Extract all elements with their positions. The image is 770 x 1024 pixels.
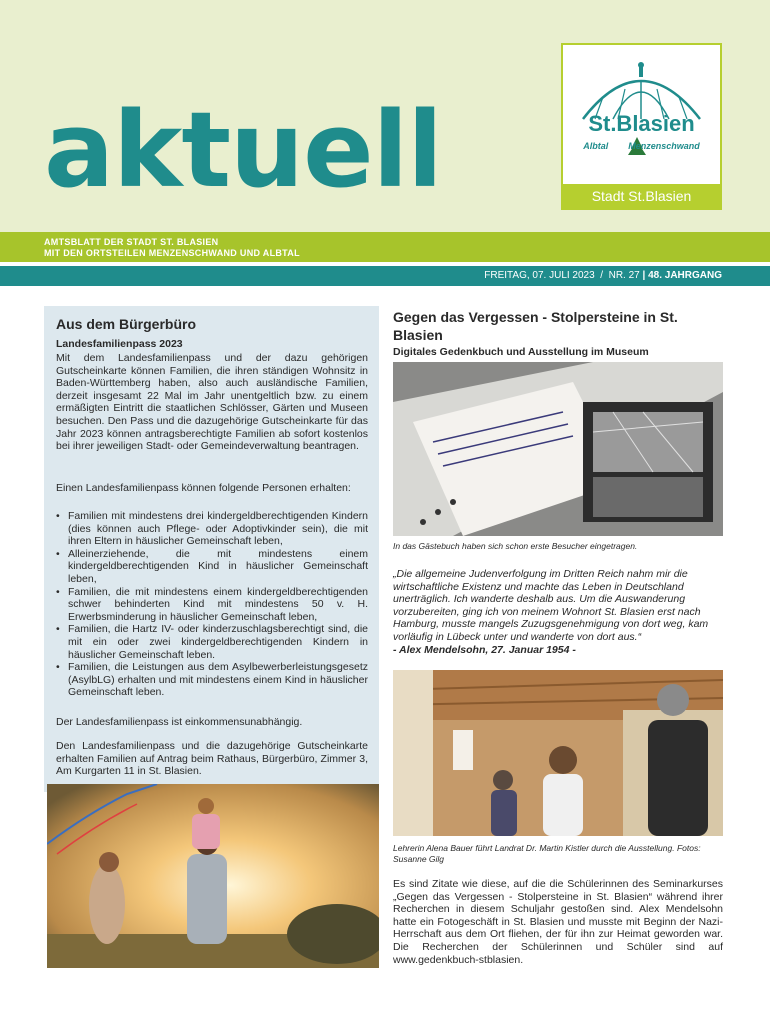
- issue-separator: /: [600, 270, 604, 281]
- eligibility-list: [56, 510, 368, 699]
- exhibition-image: [393, 670, 723, 836]
- buergerbuero-para-1: Mit dem Landesfamilienpass und der dazu gehörigen Gutscheinkarte können Familien, die ihren ständigen Wohnsitz in Baden-Württemberg haben, also auch ausländische Familien, derzeit insgesamt 22 Mal im Jahr unentgeltlich bzw. zu einem ermäßigten Eintritt die staatlichen Schlösser, Gärten und Museen besuchen. Den Pass und die dazugehörige Gutscheinkarte für das Jahr 2023 können antragsberechtigte Familien ab sofort kostenlos bei ihrer jeweiligen Stadt- oder Gemeindeverwaltung beantragen.: [56, 352, 368, 453]
- exhibition-photo: [393, 670, 723, 836]
- buergerbuero-para-4: Den Landesfamilienpass und die dazugehörige Gutscheinkarte erhalten Familien auf Antrag beim Rathaus, Bürgerbüro, Zimmer 3, Am Kurgarten 11 in St. Blasien.: [56, 740, 368, 778]
- logo-subtitle: [563, 141, 720, 151]
- issue-info: [484, 266, 722, 286]
- masthead-title: aktuell: [44, 89, 442, 211]
- exhibition-caption: Lehrerin Alena Bauer führt Landrat Dr. Martin Kistler durch die Ausstellung. Fotos: Susanne Gilg: [393, 843, 701, 864]
- family-sunset-image: [47, 784, 379, 968]
- stolpersteine-title: Gegen das Vergessen - Stolpersteine in St. Blasien: [393, 309, 678, 343]
- city-logo: [561, 43, 722, 210]
- guestbook-photo: [393, 362, 723, 536]
- list-item: • Alleinerziehende, die mit mindestens einem kindergeldberechtigenden Kind in häuslicher Gemeinschaft leben,: [56, 548, 368, 586]
- band-line-1: AMTSBLATT DER STADT ST. BLASIEN: [44, 237, 219, 247]
- buergerbuero-para-2: Einen Landesfamilienpass können folgende Personen erhalten:: [56, 482, 351, 494]
- list-item: • Familien, die Hartz IV- oder kinderzuschlagsberechtigt sind, die mit ein oder zwei kindergeldberechtigenden Kindern in häuslicher Gemeinschaft leben.: [56, 623, 368, 661]
- issue-bar: |: [642, 270, 646, 281]
- issue-number: NR. 27: [608, 270, 640, 281]
- family-photo: [47, 784, 379, 968]
- mendelsohn-quote: [393, 568, 723, 656]
- issue-band: [0, 266, 770, 286]
- issue-date: FREITAG, 07. JULI 2023: [484, 270, 595, 281]
- logo-sub-left: Albtal: [583, 141, 609, 151]
- stolpersteine-body: Es sind Zitate wie diese, auf die die Schülerinnen des Seminarkurses „Gegen das Vergessen - Stolpersteine in St. Blasien“ während ihrer Recherchen in diesem Schuljahr gestoßen sind. Alex Mendelsohn hatte ein Fotogeschäft in St. Blasien und musste mit Beginn der Nazi-Herrschaft aus dem Ort fliehen, der für ihn zur Heimat geworden war. Die Recherchen der Schülerinnen und Schüler sind auf www.gedenkbuch-stblasien.: [393, 878, 723, 966]
- buergerbuero-para-3: Der Landesfamilienpass ist einkommensunabhängig.: [56, 716, 303, 728]
- guestbook-caption: In das Gästebuch haben sich schon erste Besucher eingetragen.: [393, 541, 638, 551]
- buergerbuero-subtitle: Landesfamilienpass 2023: [56, 338, 183, 350]
- logo-sub-right: Menzenschwand: [628, 141, 700, 151]
- buergerbuero-title: Aus dem Bürgerbüro: [56, 316, 197, 332]
- issue-year: 48. JAHRGANG: [648, 270, 722, 281]
- list-item: • Familien, die mit mindestens einem kindergeldberechtigenden schwer behinderten Kind mit mindestens 50 v. H. Erwerbsminderung in häuslicher Gemeinschaft leben,: [56, 586, 368, 624]
- stolpersteine-subtitle: Digitales Gedenkbuch und Ausstellung im Museum: [393, 346, 649, 358]
- band-line-2: MIT DEN ORTSTEILEN MENZENSCHWAND UND ALBTAL: [44, 248, 300, 258]
- publication-band: [0, 232, 770, 262]
- logo-title: St.Blasien: [588, 111, 695, 136]
- quote-author: - Alex Mendelsohn, 27. Januar 1954 -: [393, 643, 576, 656]
- list-item: • Familien mit mindestens drei kindergeldberechtigenden Kindern (dies können auch Pflege- oder Adoptivkinder sein), die mit ihren Eltern in häuslicher Gemeinschaft leben,: [56, 510, 368, 548]
- guestbook-image: [393, 362, 723, 536]
- quote-text: „Die allgemeine Judenverfolgung im Dritten Reich nahm mir die wirtschaftliche Existenz und machte das Leben in Deutschland unerträglich. Ich wanderte deshalb aus. Um die Auswanderung vorzubereiten, ging ich von meinem Wohnort St. Blasien erst nach Hamburg, musste mangels Zuzugsgenehmigung von dort weg, kam vorläufig in Lübeck unter und wanderte von dort aus.“: [393, 568, 709, 643]
- list-item: • Familien, die Leistungen aus dem Asylbewerberleistungsgesetz (AsylbLG) erhalten und mit mindestens einem Kind in häuslicher Gemeinschaft leben.: [56, 661, 368, 699]
- logo-band: Stadt St.Blasien: [563, 184, 720, 208]
